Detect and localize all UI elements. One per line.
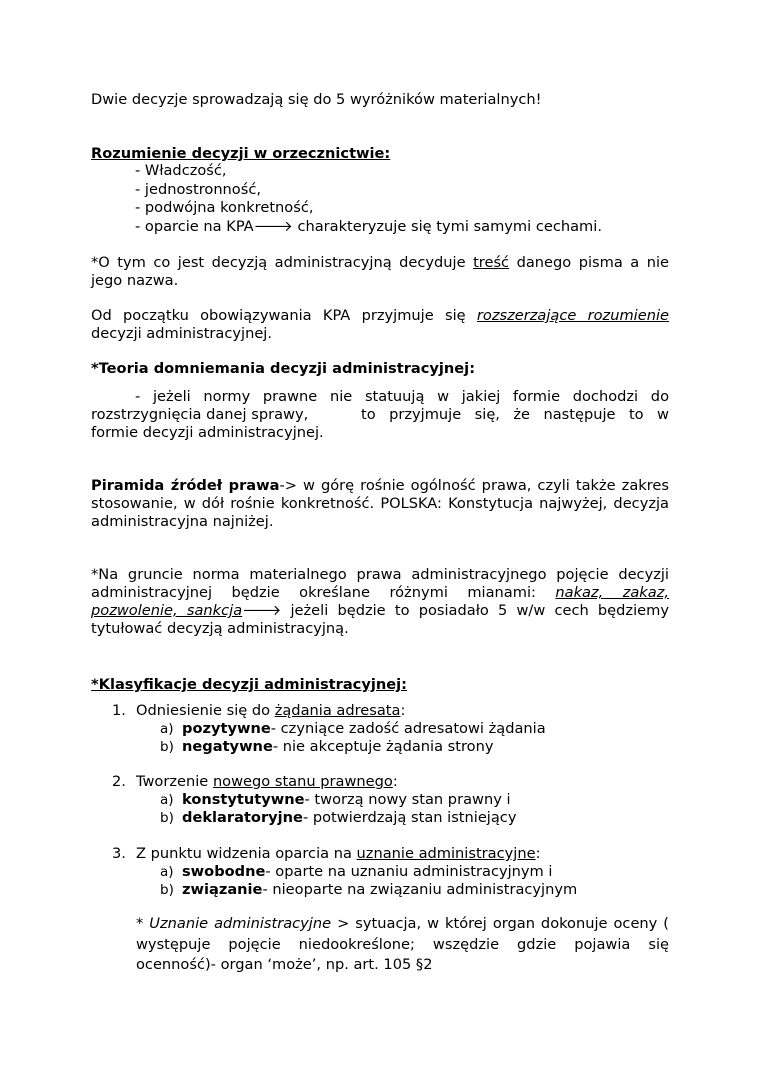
list-item: - oparcie na KPA🡒 charakteryzuje się tymi samymi cechami. [135, 218, 602, 235]
numbered-item-1: 1. Odniesienie się do żądania adresata: [112, 702, 406, 719]
sub-item: a) pozytywne- czyniące zadość adresatowi żądania [160, 720, 546, 737]
sub-item: b) deklaratoryjne- potwierdzają stan istniejący [160, 809, 517, 826]
underlined-term: treść [473, 254, 510, 271]
paragraph-piramida: Piramida źródeł prawa-> w górę rośnie ogólność prawa, czyli także zakres stosowanie, w dół rośnie konkretność. POLSKA: Konstytucja najwyżej, decyzja administracyjna najniżej. [91, 477, 669, 530]
paragraph-tresc: *O tym co jest decyzją administracyjną decyduje treść danego pisma a nie jego nazwa. [91, 254, 669, 289]
intro-line: Dwie decyzje sprowadzają się do 5 wyróżników materialnych! [91, 91, 542, 108]
sub-item: b) związanie- nieoparte na związaniu administracyjnym [160, 881, 578, 898]
sub-item: b) negatywne- nie akceptuje żądania strony [160, 738, 494, 755]
sub-item: a) konstytutywne- tworzą nowy stan prawny i [160, 791, 511, 808]
section-heading-orzecznictwo [91, 145, 669, 163]
numbered-item-3: 3. Z punktu widzenia oparcia na uznanie administracyjne: [112, 845, 541, 862]
bold-term: Piramida źródeł prawa [91, 477, 280, 494]
paragraph-kpa: Od początku obowiązywania KPA przyjmuje się rozszerzające rozumienie decyzji administracyjnej. [91, 307, 669, 342]
teoria-line-2b: to przyjmuje się, że następuje to w [361, 406, 669, 423]
list-item: - podwójna konkretność, [135, 199, 314, 216]
sub-item: a) swobodne- oparte na uznaniu administracyjnym i [160, 863, 553, 880]
uznanie-note: * Uznanie administracyjne > sytuacja, w której organ dokonuje oceny ( występuje pojęcie niedookreślone; wszędzie gdzie pojawia się ocenność)- organ ‘może’, np. art. 105 §2 [136, 915, 669, 973]
heading-text: Rozumienie decyzji w orzecznictwie: [91, 145, 391, 162]
arrow-icon: 🡒 [253, 218, 293, 235]
teoria-line-2: rozstrzygnięcia danej sprawy, [91, 406, 309, 423]
paragraph-gruncie: *Na gruncie norma materialnego prawa administracyjnego pojęcie decyzji administracyjnej będzie określane różnymi mianami: nakaz, zakaz, pozwolenie, sankcja🡒 jeżeli będzie to posiadało 5 w/w cech będziemy tytułować decyzją administracyjną. [91, 566, 670, 637]
section-heading-teoria: *Teoria domniemania decyzji administracyjnej: [91, 360, 476, 377]
emphasized-terms: nakaz, zakaz, pozwolenie, sankcja [91, 584, 670, 619]
italic-term: Uznanie administracyjne [149, 915, 332, 932]
arrow-icon: 🡒 [242, 602, 282, 619]
emphasized-term: rozszerzające rozumienie [476, 307, 669, 324]
section-heading-klasyfikacje: *Klasyfikacje decyzji administracyjnej: [91, 676, 407, 693]
numbered-item-2: 2. Tworzenie nowego stanu prawnego: [112, 773, 398, 790]
list-item: - jednostronność, [135, 181, 262, 198]
teoria-line-3: formie decyzji administracyjnej. [91, 424, 324, 441]
list-item: - Władczość, [135, 162, 227, 179]
teoria-line-1: - jeżeli normy prawne nie statuują w jakiej formie dochodzi do [135, 388, 669, 405]
